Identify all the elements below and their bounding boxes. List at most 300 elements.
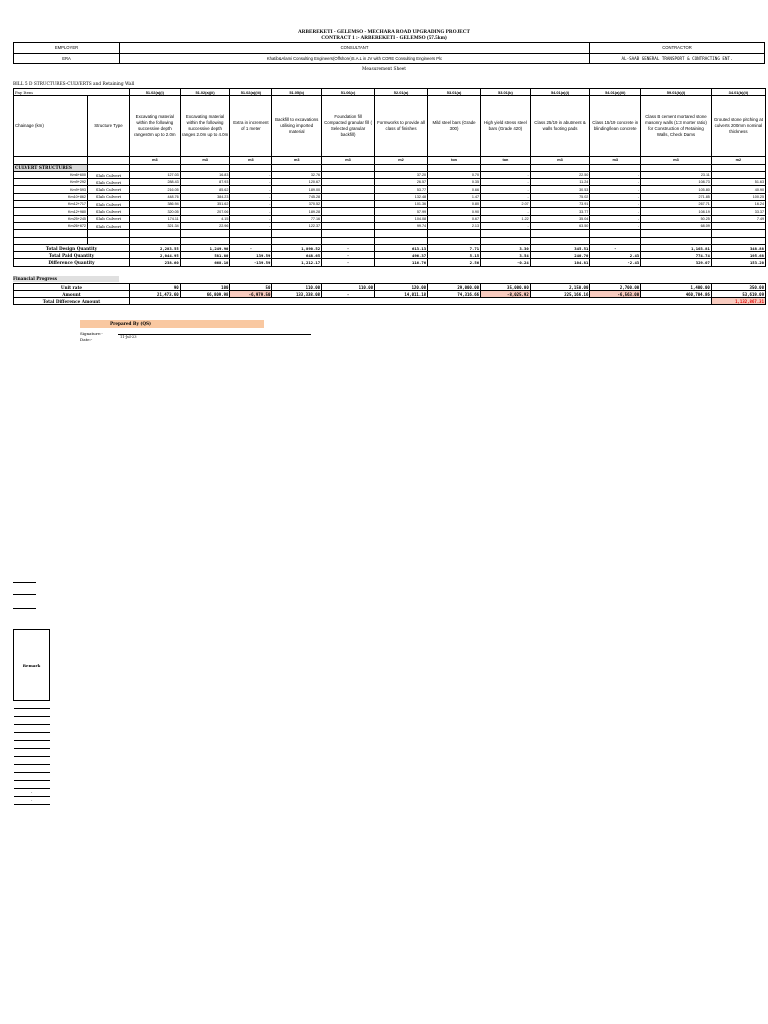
quantity-cell: 0.90 — [428, 208, 481, 215]
item-unit: m3 — [530, 157, 590, 164]
employer-name: ERA — [14, 53, 120, 64]
total-row — [14, 244, 766, 251]
quantity-cell: 33.37 — [711, 208, 765, 215]
total-value: -139.59 — [230, 259, 272, 266]
remark-cell — [14, 773, 50, 781]
quantity-cell: - — [590, 208, 641, 215]
unit-rate-cell: 2,700.00 — [590, 284, 641, 291]
chainage-cell: Km26+672 — [14, 222, 88, 229]
remark-row — [14, 773, 50, 781]
quantity-cell: 37.20 — [375, 171, 428, 178]
remark-row — [14, 733, 50, 741]
financial-table — [13, 283, 766, 305]
date-value: 11-Jul-23 — [120, 335, 137, 339]
quantity-cell — [322, 215, 375, 222]
item-unit: m3 — [129, 157, 180, 164]
group-label: CULVERT STRUCTURES — [14, 164, 88, 171]
blank-cell — [230, 237, 272, 244]
quantity-cell: - — [481, 186, 531, 193]
quantity-cell: 22.50 — [530, 171, 590, 178]
structure-type-label: Structure Type — [87, 96, 129, 157]
unit-rate-cell: 90 — [129, 284, 180, 291]
total-value: 1,212.17 — [272, 259, 322, 266]
item-unit: m3 — [272, 157, 322, 164]
total-value: 648.65 — [272, 252, 322, 259]
quantity-cell — [322, 193, 375, 200]
quantity-cell: 1.22 — [481, 215, 531, 222]
quantity-cell: 288.43 — [129, 179, 180, 186]
total-value: 613.13 — [375, 244, 428, 251]
quantity-cell: - — [590, 171, 641, 178]
remark-cell — [14, 741, 50, 749]
total-value: 774.74 — [641, 252, 712, 259]
blank-cell — [230, 230, 272, 237]
quantity-cell: 32.76 — [272, 171, 322, 178]
structure-type-cell: Slab Culvert — [87, 201, 129, 208]
quantity-cell — [322, 201, 375, 208]
quantity-cell: 0.35 — [428, 179, 481, 186]
blank-cell — [375, 230, 428, 237]
item-description: Backfill to excavations utilising imported material — [272, 96, 322, 157]
quantity-cell: 85.62 — [180, 186, 230, 193]
quantity-cell — [322, 186, 375, 193]
quantity-cell: 4.15 — [180, 215, 230, 222]
quantity-cell: 370.52 — [272, 201, 322, 208]
quantity-cell: 122.37 — [272, 222, 322, 229]
blank-cell — [530, 230, 590, 237]
unit-rate-label: Unit rate — [14, 284, 130, 291]
remark-cell — [14, 725, 50, 733]
total-value: -0.24 — [481, 259, 531, 266]
amount-label: Amount — [14, 291, 130, 298]
quantity-cell: 189.28 — [272, 208, 322, 215]
unit-rate-cell: 2,150.00 — [530, 284, 590, 291]
total-row — [14, 259, 766, 266]
unit-rate-cell: 350.00 — [711, 284, 765, 291]
total-value: 348.88 — [711, 244, 765, 251]
amount-cell: -8,025.92 — [481, 291, 531, 298]
remark-row — [14, 741, 50, 749]
blank-cell — [272, 230, 322, 237]
blank-cell — [590, 230, 641, 237]
signoff-block — [80, 331, 103, 343]
quantity-cell: - — [481, 208, 531, 215]
chainage-cell: Km9+593 — [14, 186, 88, 193]
structure-type-cell: Slab Culvert — [87, 208, 129, 215]
quantity-cell — [322, 222, 375, 229]
quantity-cell: 77.16 — [272, 215, 322, 222]
remark-row — [14, 701, 50, 709]
total-value: 3.54 — [481, 252, 531, 259]
remark-cell — [14, 733, 50, 741]
quantity-cell: 33.77 — [530, 208, 590, 215]
item-description: Excavating material within the following successive depth ranges 2.0m up to 4.0m — [180, 96, 230, 157]
sheet-title: Measurement Sheet — [361, 67, 407, 72]
total-value: 153.20 — [711, 259, 765, 266]
quantity-cell: 57.99 — [375, 208, 428, 215]
structure-type-cell: Slab Culvert — [87, 179, 129, 186]
amount-cell: 225,166.16 — [530, 291, 590, 298]
blank-cell — [180, 237, 230, 244]
total-label: Difference Quantity — [14, 259, 130, 266]
quantity-cell: - — [590, 179, 641, 186]
quantity-cell: 87.93 — [180, 179, 230, 186]
blank-cell — [87, 237, 129, 244]
item-description: Excavating material within the following successive depth ranges0m up to 2.0m — [129, 96, 180, 157]
blank-cell — [322, 237, 375, 244]
quantity-cell: - — [590, 222, 641, 229]
total-value: 240.70 — [530, 252, 590, 259]
blank-cell — [322, 230, 375, 237]
pay-item-code: 51.02(a)(iii) — [230, 89, 272, 96]
pay-item-code: 51.02(a)(ii) — [180, 89, 230, 96]
quantity-cell: 127.03 — [129, 171, 180, 178]
amount-cell: 74,316.66 — [428, 291, 481, 298]
remark-cell — [14, 717, 50, 725]
unit-rate-cell: 110.00 — [322, 284, 375, 291]
blank-cell — [641, 230, 712, 237]
table-row — [14, 208, 766, 215]
parties-table — [13, 42, 765, 64]
item-unit: m3 — [180, 157, 230, 164]
structure-type-cell: Slab Culvert — [87, 171, 129, 178]
quantity-cell: 0.80 — [428, 201, 481, 208]
quantity-cell: - — [230, 208, 272, 215]
quantity-cell: 73.91 — [530, 201, 590, 208]
quantity-cell: - — [590, 215, 641, 222]
total-value: 195.68 — [711, 252, 765, 259]
quantity-cell: 108.73 — [641, 179, 712, 186]
pay-item-code: 53.01(a) — [428, 89, 481, 96]
quantity-cell: 26.57 — [375, 179, 428, 186]
total-value: 2,283.55 — [129, 244, 180, 251]
pay-item-code: 51.06(c) — [322, 89, 375, 96]
item-unit: m3 — [641, 157, 712, 164]
quantity-cell: 120.67 — [272, 179, 322, 186]
remark-row — [14, 789, 50, 797]
quantity-cell: 16.24 — [711, 201, 765, 208]
blank-cell — [14, 230, 88, 237]
total-label: Total Paid Quantity — [14, 252, 130, 259]
quantity-cell: 63.50 — [530, 222, 590, 229]
pay-item-code: 52.01(a) — [375, 89, 428, 96]
quantity-cell: - — [230, 171, 272, 178]
table-row — [14, 222, 766, 229]
unit-rate-cell: 110.00 — [272, 284, 322, 291]
measurement-table — [13, 88, 766, 267]
quantity-cell: 100.25 — [711, 193, 765, 200]
remark-cell: - — [14, 797, 50, 805]
quantity-cell: 30.53 — [530, 186, 590, 193]
remark-cell — [14, 749, 50, 757]
contractor-name: AL-SAAB GENERAL TRANSPORT & CONTRACTING ENT. — [590, 53, 765, 64]
quantity-cell: 75.02 — [530, 193, 590, 200]
remark-cell — [14, 757, 50, 765]
amount-cell: 53,619.09 — [711, 291, 765, 298]
blank-row — [14, 237, 766, 244]
quantity-cell: 351.62 — [180, 201, 230, 208]
pay-item-code: 54.01(a)(i) — [530, 89, 590, 96]
total-value: 2.43 — [590, 252, 641, 259]
item-unit: m2 — [711, 157, 765, 164]
quantity-cell: - — [481, 171, 531, 178]
item-description: Grouted stone pitching at culverts 200mm nominal thickness — [711, 96, 765, 157]
total-value: 1,890.52 — [272, 244, 322, 251]
blank-cell — [481, 230, 531, 237]
quantity-cell: 2.07 — [481, 201, 531, 208]
quantity-cell: 132.48 — [375, 193, 428, 200]
quantity-cell: 11.24 — [530, 179, 590, 186]
remark-row — [14, 749, 50, 757]
quantity-cell: 745.28 — [272, 193, 322, 200]
item-unit: m3 — [590, 157, 641, 164]
amount-cell: 14,011.18 — [375, 291, 428, 298]
quantity-cell: 1.47 — [428, 193, 481, 200]
blank-cell — [14, 237, 88, 244]
quantity-cell: 320.05 — [129, 208, 180, 215]
quantity-cell: 53.77 — [375, 186, 428, 193]
quantity-cell — [322, 171, 375, 178]
remark-cell — [14, 701, 50, 709]
blank-cell — [129, 237, 180, 244]
quantity-cell: - — [230, 179, 272, 186]
amount-cell: 460,704.86 — [641, 291, 712, 298]
item-description: Class 15/19 concrete in blinding/lean concrete — [590, 96, 641, 157]
total-value: - — [322, 244, 375, 251]
chainage-cell: Km6+600 — [14, 171, 88, 178]
item-description: Extra in increment of 1 meter — [230, 96, 272, 157]
quantity-cell: - — [481, 222, 531, 229]
quantity-cell: 101.36 — [375, 201, 428, 208]
remark-row — [14, 781, 50, 789]
pay-item-code: 53.01(b) — [481, 89, 531, 96]
table-row — [14, 215, 766, 222]
item-unit: ton — [428, 157, 481, 164]
quantity-cell: 448.76 — [129, 193, 180, 200]
unit-rate-cell: 29,000.00 — [428, 284, 481, 291]
total-value: - — [590, 244, 641, 251]
pay-item-code: 51.02(a)(i) — [129, 89, 180, 96]
total-value: 2.56 — [428, 259, 481, 266]
total-value: 329.07 — [641, 259, 712, 266]
amount-cell: - — [322, 291, 375, 298]
total-value: 139.59 — [230, 252, 272, 259]
quantity-cell: 40.90 — [711, 186, 765, 193]
remark-row — [14, 797, 50, 805]
total-row — [14, 252, 766, 259]
quantity-cell: 0.66 — [428, 186, 481, 193]
total-difference-value: 1,132,867.31 — [711, 298, 765, 305]
quantity-cell: 23.11 — [641, 171, 712, 178]
blank-cell — [590, 237, 641, 244]
amount-cell: -6,563.00 — [590, 291, 641, 298]
remark-cell: - — [14, 789, 50, 797]
signature-line — [118, 334, 311, 335]
total-value: 238.60 — [129, 259, 180, 266]
item-unit: ton — [481, 157, 531, 164]
quantity-cell — [322, 208, 375, 215]
quantity-cell: 50.25 — [641, 215, 712, 222]
employer-label: EMPLOYER — [14, 43, 120, 54]
item-unit: m3 — [322, 157, 375, 164]
quantity-cell: - — [590, 186, 641, 193]
total-value: 668.10 — [180, 259, 230, 266]
structure-type-cell: Slab Culvert — [87, 222, 129, 229]
side-box — [13, 582, 36, 609]
pay-item-label: Pay Item — [14, 89, 130, 96]
remark-row — [14, 709, 50, 717]
unit-rate-cell: 120.00 — [375, 284, 428, 291]
total-value: 5.15 — [428, 252, 481, 259]
item-description: Mild steel bars (Grade 300) — [428, 96, 481, 157]
item-description: Class 25/19 in abutment & walls footing pads — [530, 96, 590, 157]
financial-progress-title: Financial Progress — [13, 276, 119, 282]
quantity-cell: 207.06 — [180, 208, 230, 215]
item-description: High yield stress steel bars (Grade 420) — [481, 96, 531, 157]
pay-item-code: 59.01(b)(i) — [641, 89, 712, 96]
blank-cell — [428, 237, 481, 244]
total-value: 1,249.90 — [180, 244, 230, 251]
amount-cell: 133,338.08 — [272, 291, 322, 298]
project-title: ARBEREKETI - GELEMSO - MECHARA ROAD UPGRADING PROJECT — [298, 29, 470, 35]
remark-cell — [14, 765, 50, 773]
quantity-cell: 7.49 — [711, 215, 765, 222]
quantity-cell: 16.83 — [180, 171, 230, 178]
quantity-cell — [711, 171, 765, 178]
chainage-label: Chainage (km) — [14, 96, 88, 157]
table-row — [14, 179, 766, 186]
quantity-cell: 267.71 — [641, 201, 712, 208]
quantity-cell: 22.96 — [180, 222, 230, 229]
contractor-label: CONTRACTOR — [590, 43, 765, 54]
remark-row — [14, 725, 50, 733]
chainage-cell: Km10+862 — [14, 193, 88, 200]
total-label: Total Design Quantity — [14, 244, 130, 251]
quantity-cell: - — [230, 193, 272, 200]
quantity-cell: 108.19 — [641, 208, 712, 215]
blank-row — [14, 230, 766, 237]
structure-type-cell: Slab Culvert — [87, 186, 129, 193]
contract-title: CONTRACT 1 :- ARBEREKETI - GELEMSO (57.5km) — [321, 35, 447, 41]
amount-cell: -6,979.50 — [230, 291, 272, 298]
total-value: - — [322, 259, 375, 266]
quantity-cell: - — [481, 193, 531, 200]
item-description: Formworks to provide all class of finishes — [375, 96, 428, 157]
remark-row — [14, 717, 50, 725]
blank-cell — [375, 237, 428, 244]
chainage-cell: Km12+980 — [14, 208, 88, 215]
consultant-label: CONSULTANT — [120, 43, 590, 54]
total-value: 104.81 — [530, 259, 590, 266]
remark-cell — [14, 709, 50, 717]
quantity-cell: - — [481, 179, 531, 186]
total-value: 7.71 — [428, 244, 481, 251]
total-value: 581.80 — [180, 252, 230, 259]
blank-cell — [711, 237, 765, 244]
quantity-cell: 384.23 — [180, 193, 230, 200]
quantity-cell: 271.85 — [641, 193, 712, 200]
side-box-divider — [13, 594, 36, 595]
amount-cell: 21,473.60 — [129, 291, 180, 298]
remark-cell — [14, 781, 50, 789]
quantity-cell: - — [230, 201, 272, 208]
quantity-cell: 68.09 — [641, 222, 712, 229]
chainage-cell: Km12+717 — [14, 201, 88, 208]
quantity-cell: 386.94 — [129, 201, 180, 208]
quantity-cell: - — [230, 222, 272, 229]
remark-row — [14, 757, 50, 765]
table-row — [14, 201, 766, 208]
chainage-cell: Km25+245 — [14, 215, 88, 222]
blank-cell — [481, 237, 531, 244]
total-value: - — [322, 252, 375, 259]
blank-cell — [180, 230, 230, 237]
total-value: 116.76 — [375, 259, 428, 266]
pay-item-code: 34.01(b)(ii) — [711, 89, 765, 96]
quantity-cell: - — [230, 186, 272, 193]
pay-item-code: 51.05(b) — [272, 89, 322, 96]
quantity-cell: 104.08 — [375, 215, 428, 222]
quantity-cell — [711, 222, 765, 229]
item-unit: m3 — [230, 157, 272, 164]
table-row — [14, 186, 766, 193]
item-description: Foundation fill Compacted granular fill ( Selected granular backfill) — [322, 96, 375, 157]
signature-label: Signature:- — [80, 331, 103, 336]
quantity-cell: 105.80 — [641, 186, 712, 193]
structure-type-cell: Slab Culvert — [87, 193, 129, 200]
amount-cell: 66,809.98 — [180, 291, 230, 298]
total-value: 345.51 — [530, 244, 590, 251]
pay-item-code: 54.01(a)(iii) — [590, 89, 641, 96]
section-title: BILL 5 D STRUCTURES-CULVERTS and Retaining Wall — [13, 82, 135, 87]
total-value: -2.43 — [590, 259, 641, 266]
quantity-cell — [322, 179, 375, 186]
quantity-cell: 0.70 — [428, 171, 481, 178]
total-value: 1,103.81 — [641, 244, 712, 251]
blank-cell — [87, 230, 129, 237]
quantity-cell: 321.34 — [129, 222, 180, 229]
quantity-cell: - — [230, 215, 272, 222]
blank-cell — [129, 230, 180, 237]
quantity-cell: - — [590, 193, 641, 200]
item-description: Class B cement mortared stone masonry walls (1:3 morter ratio) for Construction of Retaining Walls, Check Dams — [641, 96, 712, 157]
remark-row — [14, 765, 50, 773]
prepared-by-label: Prepared By (QS) — [80, 320, 264, 328]
consultant-name: Khatib&Alami Consulting Engineers(Offshore)S.A.L in JV with CORE Consulting Engineers Plc — [120, 53, 590, 64]
blank-cell — [272, 237, 322, 244]
total-value: 2,044.95 — [129, 252, 180, 259]
quantity-cell: 99.74 — [375, 222, 428, 229]
unit-rate-cell: 1,400.00 — [641, 284, 712, 291]
unit-rate-cell: 100 — [180, 284, 230, 291]
quantity-cell: 189.00 — [272, 186, 322, 193]
total-difference-label: Total Difference Amount — [14, 298, 130, 305]
quantity-cell: 2.13 — [428, 222, 481, 229]
structure-type-cell: Slab Culvert — [87, 215, 129, 222]
remark-table — [13, 629, 50, 805]
unit-rate-cell: 50 — [230, 284, 272, 291]
remark-label: Remark — [14, 630, 50, 701]
quantity-cell: 51.63 — [711, 179, 765, 186]
quantity-cell: 35.04 — [530, 215, 590, 222]
blank-cell — [641, 237, 712, 244]
total-value: 3.30 — [481, 244, 531, 251]
quantity-cell: 174.11 — [129, 215, 180, 222]
blank-cell — [711, 230, 765, 237]
quantity-cell: 216.05 — [129, 186, 180, 193]
blank-cell — [530, 237, 590, 244]
chainage-cell: Km9+292 — [14, 179, 88, 186]
